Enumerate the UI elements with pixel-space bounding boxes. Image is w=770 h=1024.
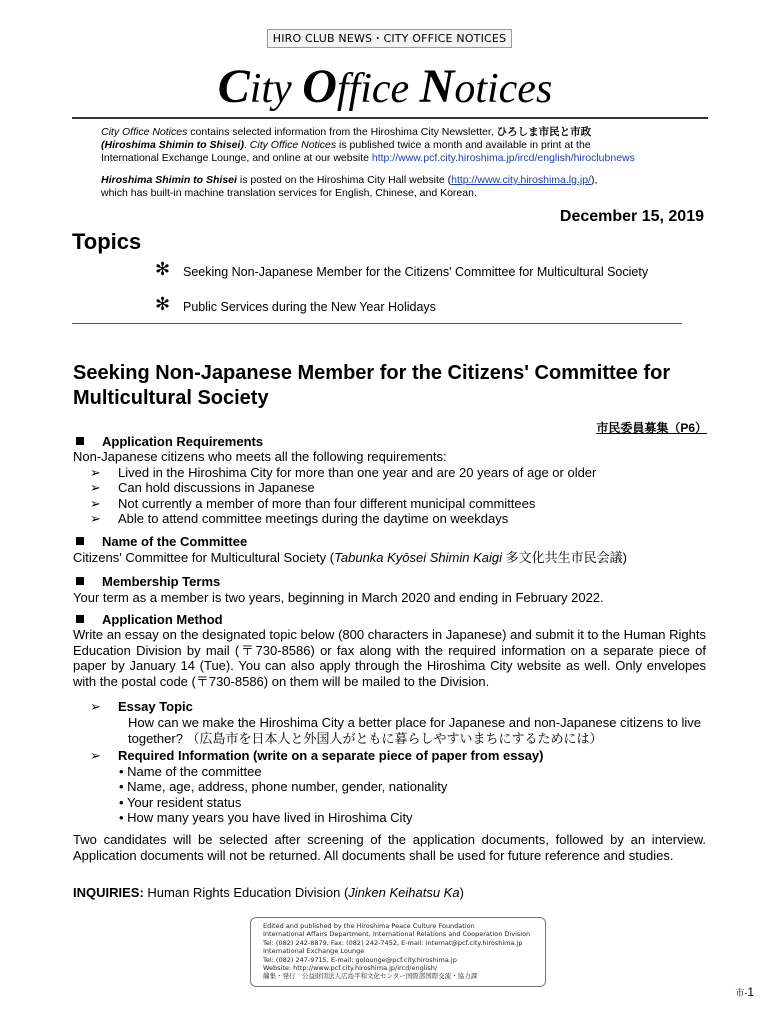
list-item: • How many years you have lived in Hiroshima City [119, 810, 413, 825]
committee-name: Citizens' Committee for Multicultural Society (Tabunka Kyōsei Shimin Kaigi 多文化共生市民会議) [73, 550, 627, 565]
square-bullet-icon [76, 577, 84, 585]
essay-heading: ➢ Essay Topic [90, 699, 193, 714]
arrow-bullet-icon: ➢ [90, 699, 101, 714]
footer-line: Edited and published by the Hiroshima Peace Culture Foundation [263, 922, 475, 930]
footer-line: International Exchange Lounge [263, 947, 365, 956]
list-item: • Name of the committee [119, 764, 262, 779]
topics-heading: Topics [72, 229, 142, 254]
square-bullet-icon [76, 615, 84, 623]
requirements-intro: Non-Japanese citizens who meets all the following requirements: [73, 449, 447, 464]
footer-line: 編集・発行 公益財団法人広島平和文化センター国際部国際交流・協力課 [263, 972, 478, 981]
page-number: 市-1 [735, 985, 754, 999]
arrow-bullet-icon: ➢ [90, 511, 101, 526]
footer-line: Website: http://www.pcf.city.hiroshima.jp/ircd/english/ [263, 964, 438, 973]
footer-line: Tel: (082) 242-8879, Fax: (082) 242-7452, E-mail: internat@pcf.city.hiroshima.jp [263, 938, 523, 947]
topic-item: ✻ Seeking Non-Japanese Member for the Citizens' Committee for Multicultural Society [155, 259, 649, 279]
list-item: ➢ Lived in the Hiroshima City for more than one year and are 20 years of age or older [90, 465, 597, 480]
list-item: ➢ Able to attend committee meetings during the daytime on weekdays [90, 511, 509, 526]
list-item: • Your resident status [119, 795, 242, 810]
publisher-box [250, 917, 546, 987]
requirements-heading: Application Requirements [73, 434, 706, 450]
inquiries: INQUIRIES: Human Rights Education Division (Jinken Keihatsu Ka) [73, 885, 464, 900]
intro-paragraph-1: City Office Notices contains selected information from the Hiroshima City Newsletter, ひろしま市民と市政 (Hiroshima Shimin to Shisei). City Office Notices is published twice a month and available in print at the International Exchange Lounge, and online at our website http://www.pcf.city.hiroshima.jp/ircd/english/hiroclubnews [101, 126, 635, 164]
intro-paragraph-2: Hiroshima Shimin to Shisei is posted on the Hiroshima City Hall website (http://www.city.hiroshima.lg.jp/), which has built-in machine translation services for English, Chinese, and Korean. [101, 174, 598, 199]
title-rule [72, 117, 708, 119]
arrow-bullet-icon: ➢ [90, 465, 101, 480]
page-title: City Office Notices [217, 60, 553, 113]
asterisk-icon: ✻ [155, 294, 171, 314]
newsletter-link[interactable]: http://www.pcf.city.hiroshima.jp/ircd/english/hiroclubnews [371, 152, 635, 164]
city-website-link[interactable]: http://www.city.hiroshima.lg.jp/ [451, 174, 591, 186]
list-item: ➢ Can hold discussions in Japanese [90, 480, 315, 495]
header-banner: HIRO CLUB NEWS・CITY OFFICE NOTICES [267, 29, 512, 48]
list-item: ➢ Not currently a member of more than four different municipal committees [90, 496, 536, 511]
method-text: Write an essay on the designated topic below (800 characters in Japanese) and submit it to the Human Rights Education Division by mail (〒730-8586) or fax along with the required information on a separate piece of paper by January 14 (Tue). You can also apply through the Hiroshima City website as well. Only envelopes with the postal code (〒730-8586) on them will be mailed to the Division. [73, 627, 706, 689]
topic-item: ✻ Public Services during the New Year Holidays [155, 294, 436, 314]
method-heading: Application Method [73, 612, 706, 628]
square-bullet-icon [76, 537, 84, 545]
info-heading: ➢ Required Information (write on a separate piece of paper from essay) [90, 748, 544, 763]
issue-date: December 15, 2019 [559, 208, 704, 225]
list-item: • Name, age, address, phone number, gender, nationality [119, 779, 448, 794]
footer-line: International Affairs Department, International Relations and Cooperation Division [263, 930, 531, 939]
footer-line: Tel: (082) 247-9715, E-mail: golounge@pcf.city.hiroshima.jp [263, 955, 457, 964]
arrow-bullet-icon: ➢ [90, 496, 101, 511]
japanese-tag: 市民委員募集（P6） [596, 421, 707, 435]
divider [72, 323, 682, 324]
closing-text: Two candidates will be selected after screening of the application documents, followed by an interview. Application documents will not be returned. All documents shall be used for future reference and studies. [73, 832, 706, 863]
section-title: Seeking Non-Japanese Member for the Citizens' Committee for Multicultural Society [73, 362, 671, 409]
terms-heading: Membership Terms [73, 574, 706, 590]
asterisk-icon: ✻ [155, 259, 171, 279]
essay-text: How can we make the Hiroshima City a better place for Japanese and non-Japanese citizens to live together? （広島市を日本人と外国人がともに暮らしやすいまちにするためには） [128, 715, 702, 746]
terms-text: Your term as a member is two years, beginning in March 2020 and ending in February 2022. [73, 590, 604, 605]
arrow-bullet-icon: ➢ [90, 748, 101, 763]
arrow-bullet-icon: ➢ [90, 480, 101, 495]
square-bullet-icon [76, 437, 84, 445]
committee-name-heading: Name of the Committee [73, 534, 706, 550]
